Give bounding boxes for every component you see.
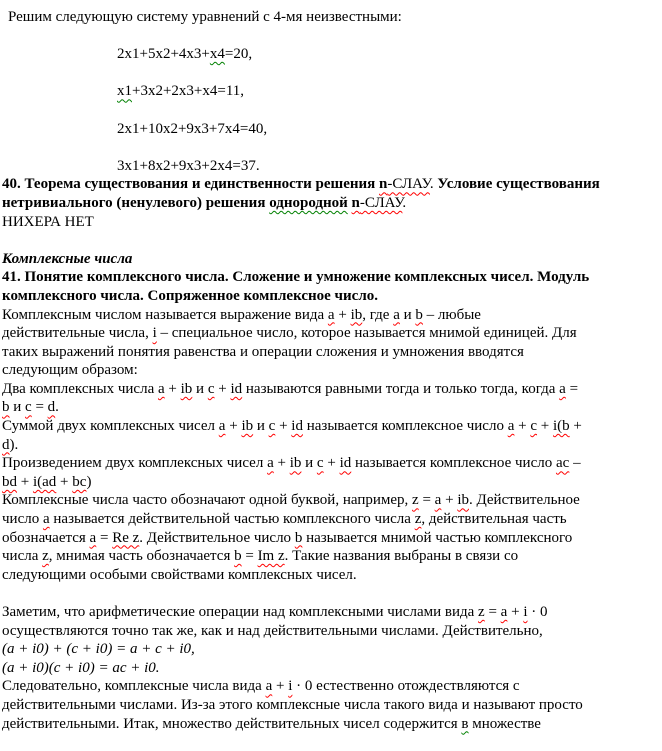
text-segment: ): [86, 473, 92, 490]
text-segment: называется мнимой частью комплексного: [302, 529, 573, 546]
section-41-title-line-2: [2, 287, 662, 306]
spellcheck-flagged-text: z: [412, 492, 419, 509]
equality-rule-line-1: [2, 380, 662, 399]
conclusion-line-2: [2, 696, 662, 715]
spellcheck-flagged-text: b: [415, 306, 423, 323]
section-40-title-line-2: [2, 194, 662, 213]
blank-line: [2, 231, 662, 250]
spellcheck-flagged-text: -СЛАУ: [387, 176, 430, 193]
remark-line-2: [2, 622, 662, 641]
text-segment: .: [402, 194, 407, 211]
product-rule-line-1: [2, 454, 662, 473]
notation-line-3: [2, 529, 662, 548]
definition-line-2: [2, 324, 662, 343]
equation-line-4: [2, 157, 662, 176]
section-41-title-line-1: [2, 268, 662, 287]
text-segment: Условие существования: [437, 176, 600, 193]
spellcheck-flagged-text: a: [327, 306, 335, 323]
grammar-flagged-text: x1: [117, 83, 132, 100]
text-segment: называются равными тогда и только тогда, когда: [242, 380, 560, 397]
text-segment: · 0 естественно отождествляются с: [292, 678, 520, 695]
text-segment: Комплексным числом называется выражение вида: [2, 306, 328, 323]
text-segment: .: [55, 399, 59, 416]
notation-line-4: [2, 547, 662, 566]
formula-line-1: [2, 640, 662, 659]
text-segment: и: [192, 380, 208, 397]
formula-line-2: [2, 659, 662, 678]
text-segment: +3x2+2x3+x4=11,: [132, 83, 245, 100]
text-segment: Суммой двух комплексных чисел: [2, 418, 219, 435]
text-segment: +: [225, 418, 242, 435]
spellcheck-flagged-text: a: [265, 678, 273, 695]
blank-line: [2, 138, 662, 157]
conclusion-line-3: [2, 715, 662, 734]
equation-line-2: [2, 82, 662, 101]
remark-line-1: [2, 603, 662, 622]
text-segment: число: [2, 511, 43, 528]
text-segment: =: [484, 604, 501, 620]
text-segment: действительными числами. Из-за этого комплексные числа такого вида и называют просто: [2, 696, 583, 713]
spellcheck-flagged-text: ib: [241, 418, 254, 435]
text-segment: =: [241, 548, 258, 565]
spellcheck-flagged-text: id: [339, 455, 352, 472]
text-segment: . Действительное число: [139, 529, 295, 546]
text-segment: – специальное число, которое называется мнимой единицей. Для: [156, 325, 577, 342]
intro-line: [2, 8, 662, 27]
spellcheck-flagged-text: c: [268, 418, 276, 435]
spellcheck-flagged-text: a: [89, 529, 97, 546]
text-segment: 3x1+8x2+9x3+2x4=37.: [117, 157, 260, 174]
spellcheck-flagged-text: c: [316, 455, 324, 472]
text-segment: . Действительное: [468, 492, 580, 509]
spellcheck-flagged-text: Im z: [257, 548, 285, 565]
text-segment: 2x1+10x2+9x3+7x4=40,: [117, 120, 268, 137]
chapter-heading: [2, 250, 662, 269]
spellcheck-flagged-text: ib: [289, 455, 302, 472]
text-segment: Произведением двух комплексных чисел: [2, 455, 268, 472]
section-40-title-line-1: [2, 175, 662, 194]
text-segment: +: [164, 380, 181, 397]
spellcheck-flagged-text: a: [393, 306, 400, 323]
text-segment: +: [17, 473, 33, 490]
spellcheck-flagged-text: c: [207, 380, 215, 397]
product-rule-line-2: [2, 473, 662, 492]
text-segment: и: [301, 455, 317, 472]
text-segment: Следовательно, комплексные числа вида: [2, 678, 266, 695]
text-segment: +: [275, 418, 292, 435]
spellcheck-flagged-text: d: [2, 436, 10, 453]
notation-line-1: [2, 491, 662, 510]
spellcheck-flagged-text: z: [478, 604, 485, 620]
notation-line-2: [2, 510, 662, 529]
text-segment: 40. Теорема существования и единственности решения: [2, 176, 380, 193]
text-segment: НИХЕРА НЕТ: [2, 213, 94, 230]
text-segment: следующим образом:: [2, 362, 138, 379]
conclusion-line-1: [2, 677, 662, 696]
spellcheck-flagged-text: a: [157, 380, 165, 397]
spellcheck-flagged-text: c: [530, 418, 538, 435]
text-segment: =: [96, 529, 113, 546]
text-segment: комплексного числа. Сопряженное комплексное число.: [2, 287, 378, 304]
equation-line-3: [2, 120, 662, 139]
text-segment: действительные числа,: [2, 325, 153, 342]
text-segment: +: [323, 455, 340, 472]
spellcheck-flagged-text: z: [42, 548, 49, 565]
text-segment: .: [429, 176, 438, 193]
text-segment: . Такие названия выбраны в связи со: [284, 548, 519, 565]
spellcheck-flagged-text: a: [267, 455, 274, 472]
text-segment: +: [273, 455, 290, 472]
spellcheck-flagged-text: ib: [457, 492, 469, 509]
text-segment: множестве: [468, 715, 541, 732]
spellcheck-flagged-text: i: [523, 604, 528, 620]
text-segment: 41. Понятие комплексного числа. Сложение и умножение комплексных чисел. Модуль: [2, 269, 590, 286]
text-segment: Заметим, что арифметические операции над комплексными числами вида: [2, 604, 479, 620]
text-segment: =: [565, 380, 579, 397]
spellcheck-flagged-text: n: [351, 194, 360, 211]
text-segment: , где: [362, 306, 394, 323]
text-segment: +: [569, 418, 582, 435]
spellcheck-flagged-text: -СЛАУ: [359, 194, 403, 211]
spellcheck-flagged-text: a: [42, 511, 50, 528]
definition-line-3: [2, 343, 662, 362]
text-segment: +: [441, 492, 458, 509]
text-segment: =: [31, 399, 48, 416]
spellcheck-flagged-text: Re z: [112, 529, 140, 546]
text-segment: Комплексные числа: [2, 250, 133, 267]
spellcheck-flagged-text: ib: [180, 380, 193, 397]
grammar-flagged-text: однородной: [269, 194, 348, 211]
text-segment: и: [9, 399, 26, 416]
spellcheck-flagged-text: a: [434, 492, 442, 509]
text-segment: ).: [9, 436, 19, 453]
spellcheck-flagged-text: id: [291, 418, 303, 435]
blank-line: [2, 27, 662, 46]
text-segment: +: [56, 473, 73, 490]
text-segment: осуществляются точно так же, как и над действительными числами. Действительно,: [2, 622, 543, 639]
spellcheck-flagged-text: i(ad: [32, 473, 57, 490]
grammar-flagged-text: в: [461, 715, 469, 732]
text-segment: числа: [2, 548, 43, 565]
spellcheck-flagged-text: a: [559, 380, 566, 397]
text-segment: +: [272, 678, 289, 695]
spellcheck-flagged-text: a: [218, 418, 226, 435]
text-segment: (a + i0) + (c + i0) = a + c + i0,: [2, 641, 195, 658]
text-segment: Решим следующую систему уравнений с 4-мя неизвестными:: [8, 9, 402, 25]
spellcheck-flagged-text: ac: [555, 455, 570, 472]
text-segment: следующими особыми свойствами комплексных чисел.: [2, 566, 357, 583]
text-segment: Комплексные числа часто обозначают одной буквой, например,: [2, 492, 413, 509]
grammar-flagged-text: x4: [209, 46, 225, 63]
spellcheck-flagged-text: i: [152, 325, 157, 342]
equation-line-1: [2, 45, 662, 64]
equality-rule-line-2: [2, 398, 662, 417]
text-segment: =: [418, 492, 435, 509]
definition-line-1: [2, 306, 662, 325]
text-segment: , мнимая часть обозначается: [48, 548, 235, 565]
spellcheck-flagged-text: i: [288, 678, 293, 695]
text-segment: +: [214, 380, 231, 397]
text-segment: =20,: [224, 46, 253, 63]
spellcheck-flagged-text: d: [47, 399, 56, 416]
spellcheck-flagged-text: bc: [72, 473, 87, 490]
spellcheck-flagged-text: a: [507, 418, 515, 435]
text-segment: –: [569, 455, 581, 472]
spellcheck-flagged-text: a: [500, 604, 508, 620]
spellcheck-flagged-text: ib: [350, 306, 363, 323]
text-segment: и: [399, 306, 416, 323]
text-segment: +: [537, 418, 553, 435]
text-segment: называется комплексное число: [302, 418, 508, 435]
spellcheck-flagged-text: n: [379, 176, 388, 193]
text-segment: называется действительной частью комплексного числа: [49, 511, 415, 528]
notation-line-5: [2, 566, 662, 585]
text-segment: – любые: [422, 306, 481, 323]
sum-rule-line-2: [2, 436, 662, 455]
spellcheck-flagged-text: b: [234, 548, 242, 565]
blank-line: [2, 101, 662, 120]
sum-rule-line-1: [2, 417, 662, 436]
text-segment: и: [253, 418, 269, 435]
spellcheck-flagged-text: i(b: [552, 418, 570, 435]
text-segment: (a + i0)(c + i0) = ac + i0.: [2, 659, 160, 676]
text-segment: +: [514, 418, 531, 435]
definition-line-4: [2, 361, 662, 380]
spellcheck-flagged-text: b: [2, 399, 10, 416]
text-segment: нетривиального (ненулевого) решения: [2, 194, 270, 211]
text-segment: Два комплексных числа: [2, 380, 158, 397]
text-segment: называется комплексное число: [351, 455, 556, 472]
text-segment: +: [334, 306, 351, 323]
text-segment: обозначается: [2, 529, 90, 546]
text-segment: действительными. Итак, множество действительных чисел содержится: [2, 715, 462, 732]
spellcheck-flagged-text: c: [25, 399, 32, 416]
text-segment: · 0: [527, 604, 548, 620]
spellcheck-flagged-text: z: [414, 511, 422, 528]
section-40-answer-line: [2, 213, 662, 232]
text-segment: таких выражений понятия равенства и операции сложения и умножения вводятся: [2, 343, 524, 360]
text-segment: +: [507, 604, 524, 620]
blank-line: [2, 584, 662, 603]
spellcheck-flagged-text: bd: [2, 473, 17, 490]
text-segment: , действительная часть: [421, 511, 567, 528]
text-segment: 2x1+5x2+4x3+: [117, 46, 210, 63]
blank-line: [2, 64, 662, 83]
spellcheck-flagged-text: b: [294, 529, 303, 546]
spellcheck-flagged-text: id: [230, 380, 243, 397]
